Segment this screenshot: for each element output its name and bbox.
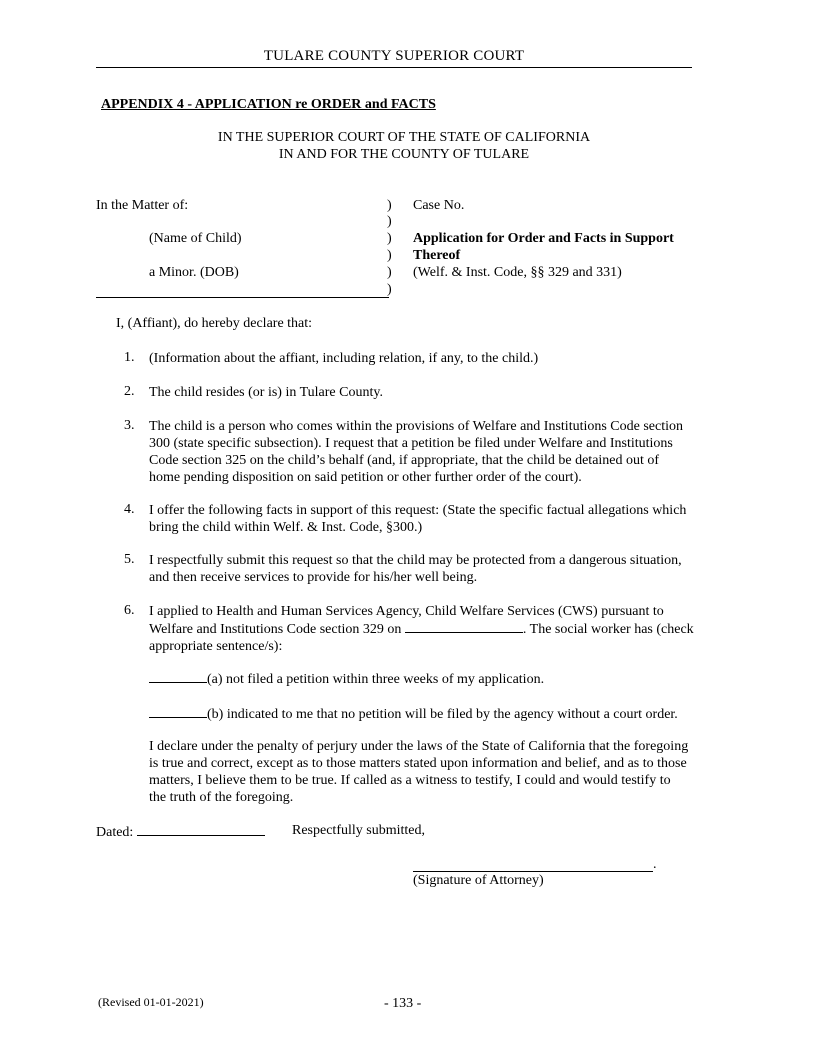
court-name-line-2: IN AND FOR THE COUNTY OF TULARE [278, 147, 530, 162]
item-4-text: I offer the following facts in support of this request: (State the specific factual allegations which bring the child within Welf. & Inst. Code, §300.) [149, 503, 687, 535]
caption-paren: ) [387, 248, 392, 263]
item-number: 2. [124, 384, 135, 399]
item-5-text: I respectfully submit this request so that the child may be protected from a dangerous situation, and then receive services to provide for his/her well being. [149, 553, 682, 585]
cws-application-date-blank[interactable] [405, 620, 523, 633]
page-number: - 133 - [384, 996, 422, 1011]
item-number: 4. [124, 502, 135, 517]
code-reference: (Welf. & Inst. Code, §§ 329 and 331) [413, 265, 622, 280]
signature-label: (Signature of Attorney) [413, 873, 544, 888]
option-b: (b) indicated to me that no petition will be filed by the agency without a court order. [149, 705, 724, 723]
appendix-title: APPENDIX 4 - APPLICATION re ORDER and FACTS [101, 97, 436, 112]
case-number-label: Case No. [413, 198, 465, 213]
signature-period: . [653, 857, 657, 872]
date-blank[interactable] [137, 823, 265, 836]
item-3-text: The child is a person who comes within the provisions of Welfare and Institutions Code section 300 (state specific subsection). I request that a petition be filed under Welfare and Institutions Code section 325 on the child’s behalf (and, if appropriate, that the child be detained out of home pending disposition on said petition or other further order of the court). [149, 419, 684, 485]
minor-dob-placeholder: a Minor. (DOB) [149, 265, 239, 280]
item-number: 6. [124, 603, 135, 618]
caption-paren: ) [387, 282, 392, 297]
perjury-declaration: I declare under the penalty of perjury under the laws of the State of California that the foregoing is true and correct, except as to those matters stated upon information and belief, and as to those matters, I believe them to be true. If called as a witness to testify, I could and would testify to the truth of the foregoing. [149, 739, 689, 805]
matter-label: In the Matter of: [96, 198, 189, 213]
court-header: TULARE COUNTY SUPERIOR COURT [263, 48, 525, 64]
child-name-placeholder: (Name of Child) [149, 231, 242, 246]
item-number: 3. [124, 418, 135, 433]
caption-paren: ) [387, 198, 392, 213]
respectfully-submitted: Respectfully submitted, [292, 823, 425, 838]
header-rule [96, 67, 692, 68]
signature-line[interactable] [413, 871, 653, 872]
affiant-intro: I, (Affiant), do hereby declare that: [116, 316, 313, 331]
item-1-text: (Information about the affiant, including relation, if any, to the child.) [149, 351, 539, 366]
caption-paren: ) [387, 265, 392, 280]
option-b-check-blank[interactable] [149, 705, 207, 718]
dated-field: Dated: [96, 823, 265, 841]
option-a-check-blank[interactable] [149, 670, 207, 683]
caption-paren: ) [387, 231, 392, 246]
document-title-line-1: Application for Order and Facts in Support [413, 231, 674, 246]
revision-date: (Revised 01-01-2021) [98, 995, 204, 1009]
item-number: 1. [124, 350, 135, 365]
caption-rule [96, 297, 389, 298]
document-title-line-2: Thereof [413, 248, 461, 263]
item-number: 5. [124, 552, 135, 567]
item-6-text: I applied to Health and Human Services Agency, Child Welfare Services (CWS) pursuant to Welfare and Institutions Code section 329 on . The social worker has (check appropriate sentence/s): [149, 604, 694, 654]
court-name-line-1: IN THE SUPERIOR COURT OF THE STATE OF CALIFORNIA [217, 130, 591, 145]
caption-paren: ) [387, 214, 392, 229]
item-2-text: The child resides (or is) in Tulare County. [149, 385, 383, 400]
option-a: (a) not filed a petition within three weeks of my application. [149, 670, 724, 688]
